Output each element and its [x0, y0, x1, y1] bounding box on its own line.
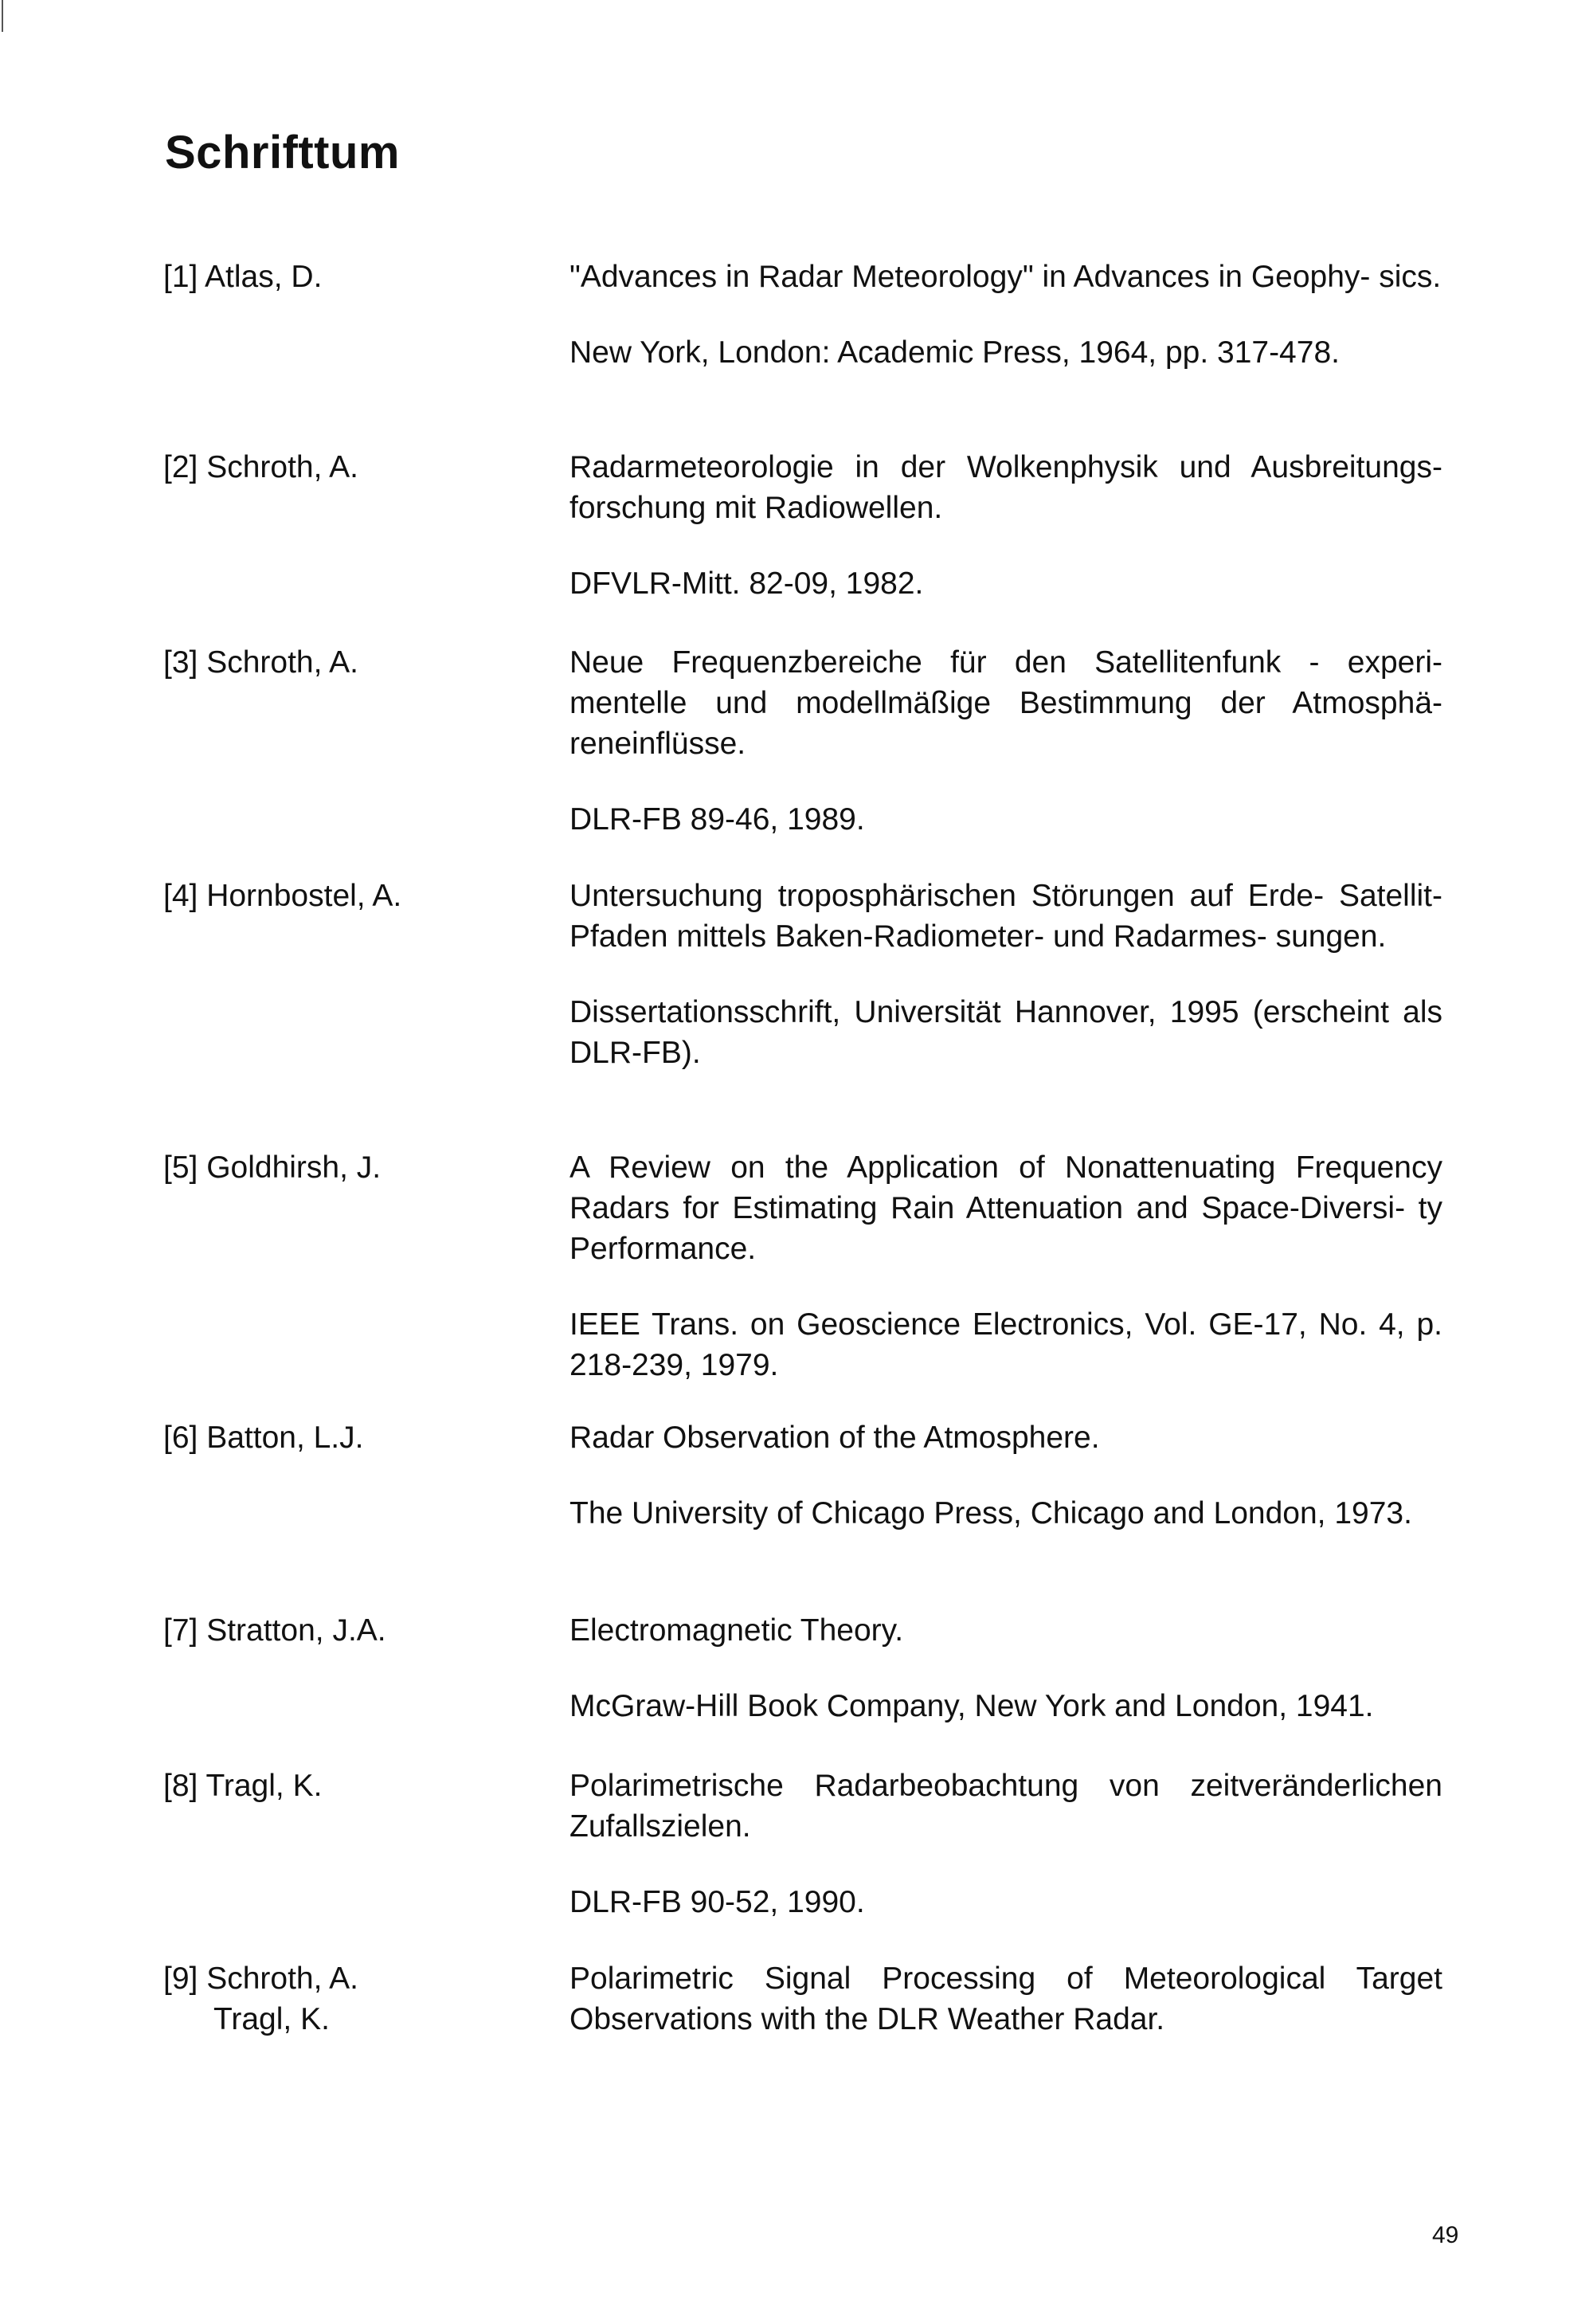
reference-body: [569, 1766, 1442, 1922]
reference-author: [3] Schroth, A.: [163, 645, 358, 680]
reference-key: [163, 1766, 546, 1806]
reference-body: [569, 1610, 1442, 1726]
reference-author: [2] Schroth, A.: [163, 450, 358, 484]
page-title: Schrifttum: [165, 127, 400, 178]
reference-title: Electromagnetic Theory.: [569, 1613, 904, 1648]
reference-title: Radarmeteorologie in der Wolkenphysik und Ausbreitungs- forschung mit Radiowellen.: [569, 450, 1442, 525]
page-number: 49: [1432, 2222, 1459, 2248]
reference-body: [569, 1417, 1442, 1534]
reference-key: [163, 1417, 546, 1458]
reference-body: [569, 447, 1442, 604]
reference-title: Neue Frequenzbereiche für den Satellitenfunk - experi- mentelle und modellmäßige Bestimmung der Atmosphä- reneinflüsse.: [569, 645, 1442, 761]
reference-source: New York, London: Academic Press, 1964, pp. 317-478.: [569, 335, 1340, 370]
reference-key: [163, 257, 546, 297]
reference-author: [9] Schroth, A.: [163, 1961, 358, 1996]
reference-source: DFVLR-Mitt. 82-09, 1982.: [569, 566, 924, 601]
reference-body: [569, 876, 1442, 1073]
reference-key: [163, 1958, 546, 2040]
reference-body: [569, 1147, 1442, 1385]
reference-key: [163, 1610, 546, 1651]
reference-author: [6] Batton, L.J.: [163, 1421, 364, 1455]
reference-body: [569, 1958, 1442, 2040]
reference-author: [5] Goldhirsh, J.: [163, 1150, 382, 1185]
reference-author: [7] Stratton, J.A.: [163, 1613, 386, 1648]
reference-source: McGraw-Hill Book Company, New York and London, 1941.: [569, 1689, 1374, 1723]
reference-key: [163, 1147, 546, 1188]
reference-coauthor: Tragl, K.: [213, 2002, 330, 2036]
reference-body: [569, 642, 1442, 840]
reference-key: [163, 642, 546, 683]
reference-title: A Review on the Application of Nonattenuating Frequency Radars for Estimating Rain Attenuation and Space-Diversi- ty Performance.: [569, 1150, 1442, 1266]
reference-author: [8] Tragl, K.: [163, 1769, 323, 1803]
reference-source: IEEE Trans. on Geoscience Electronics, Vol. GE-17, No. 4, p. 218-239, 1979.: [569, 1307, 1442, 1382]
reference-author: [1] Atlas, D.: [163, 260, 323, 294]
reference-source: DLR-FB 89-46, 1989.: [569, 802, 865, 837]
reference-key: [163, 876, 546, 916]
reference-body: [569, 257, 1442, 373]
reference-source: Dissertationsschrift, Universität Hannover, 1995 (erscheint als DLR-FB).: [569, 995, 1442, 1070]
reference-key: [163, 447, 546, 488]
reference-title: Radar Observation of the Atmosphere.: [569, 1421, 1100, 1455]
scan-margin-mark: [2, 0, 3, 32]
reference-title: Polarimetric Signal Processing of Meteorological Target Observations with the DLR Weather Radar.: [569, 1961, 1442, 2036]
reference-title: "Advances in Radar Meteorology" in Advances in Geophy- sics.: [569, 260, 1442, 294]
reference-source: DLR-FB 90-52, 1990.: [569, 1885, 865, 1919]
reference-title: Polarimetrische Radarbeobachtung von zeitveränderlichen Zufallszielen.: [569, 1769, 1442, 1844]
reference-author: [4] Hornbostel, A.: [163, 879, 402, 913]
reference-title: Untersuchung troposphärischen Störungen auf Erde- Satellit-Pfaden mittels Baken-Radiometer- und Radarmes- sungen.: [569, 879, 1442, 954]
reference-source: The University of Chicago Press, Chicago and London, 1973.: [569, 1496, 1412, 1530]
